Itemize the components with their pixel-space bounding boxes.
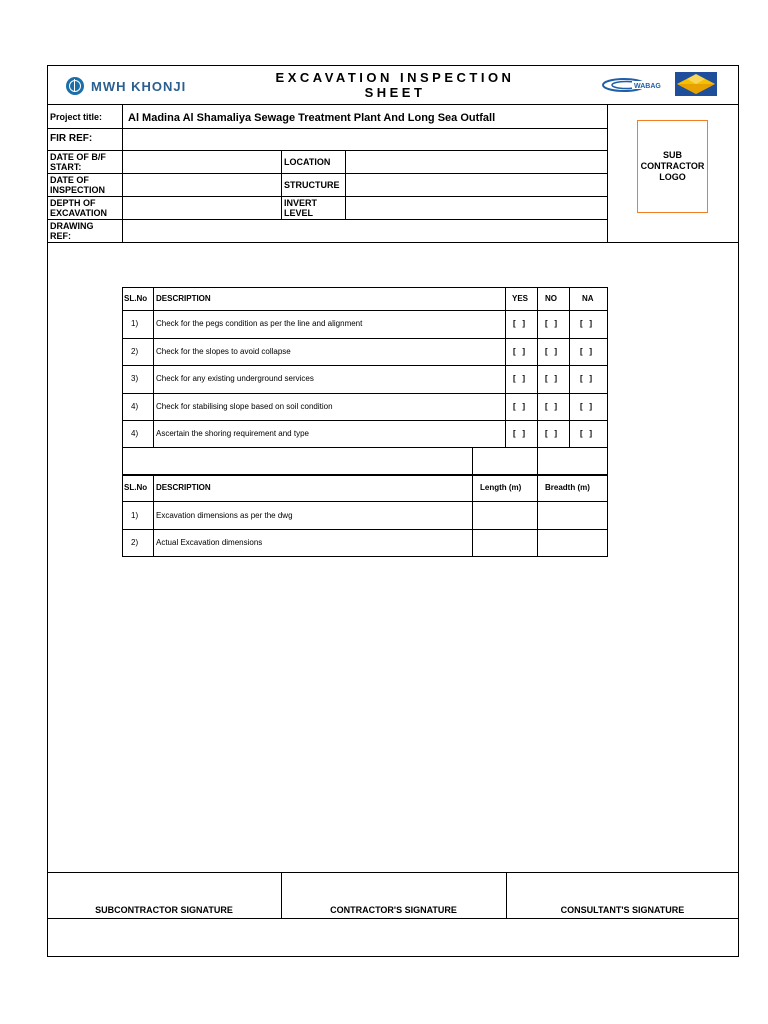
yes-checkbox[interactable]: [ ] bbox=[513, 319, 525, 328]
row-description: Ascertain the shoring requirement and type bbox=[156, 429, 309, 438]
row-slno: 2) bbox=[131, 538, 139, 547]
label-line: DEPTH OF bbox=[50, 198, 96, 208]
subcontractor-signature-field[interactable] bbox=[48, 873, 281, 903]
page-title bbox=[240, 70, 550, 100]
contractor-signature-field[interactable] bbox=[282, 873, 506, 903]
subcontractor-signature-label: SUBCONTRACTOR SIGNATURE bbox=[95, 905, 233, 915]
row-slno: 1) bbox=[131, 511, 139, 520]
yes-checkbox[interactable]: [ ] bbox=[513, 374, 525, 383]
wabag-logo bbox=[602, 77, 672, 93]
yes-checkbox[interactable]: [ ] bbox=[513, 347, 525, 356]
table-rule bbox=[122, 365, 608, 366]
fir-ref-field[interactable] bbox=[123, 129, 607, 150]
table-col-rule bbox=[153, 287, 154, 447]
table-col-rule bbox=[569, 287, 570, 447]
length-field[interactable] bbox=[473, 502, 537, 529]
label-line: EXCAVATION bbox=[50, 208, 108, 218]
na-checkbox[interactable]: [ ] bbox=[580, 429, 592, 438]
date-bf-start-field[interactable] bbox=[123, 151, 281, 173]
project-title-value[interactable]: Al Madina Al Shamaliya Sewage Treatment Plant And Long Sea Outfall bbox=[128, 112, 496, 124]
label-line: DATE OF bbox=[50, 175, 89, 185]
sub-logo-line: SUB bbox=[662, 150, 682, 160]
no-checkbox[interactable]: [ ] bbox=[545, 402, 557, 411]
drawing-ref-field[interactable] bbox=[123, 220, 607, 242]
dimension-header-slno: SL.No bbox=[124, 483, 148, 492]
location-label: LOCATION bbox=[284, 157, 331, 167]
label-line: START: bbox=[50, 162, 82, 172]
checklist-header-slno: SL.No bbox=[124, 294, 148, 303]
no-checkbox[interactable]: [ ] bbox=[545, 319, 557, 328]
diamond-logo-icon bbox=[675, 72, 717, 96]
wabag-text: WABAG bbox=[634, 83, 661, 90]
length-field[interactable] bbox=[473, 530, 537, 557]
depth-of-excavation-label bbox=[50, 198, 107, 218]
mwh-khonji-text: MWH KHONJI bbox=[91, 78, 187, 94]
table-col-rule bbox=[505, 287, 506, 447]
info-col-rule bbox=[607, 104, 608, 242]
sub-logo-line: LOGO bbox=[659, 172, 686, 182]
depth-of-excavation-field[interactable] bbox=[123, 197, 281, 219]
invert-level-label bbox=[284, 198, 317, 218]
label-line: INSPECTION bbox=[50, 185, 106, 195]
drawing-ref-label bbox=[50, 221, 94, 241]
row-slno: 4) bbox=[131, 429, 139, 438]
na-checkbox[interactable]: [ ] bbox=[580, 347, 592, 356]
row-slno: 4) bbox=[131, 402, 139, 411]
signature-bottom-rule bbox=[47, 918, 739, 919]
table-rule bbox=[122, 310, 608, 311]
mwh-khonji-logo bbox=[66, 77, 186, 95]
row-description: Actual Excavation dimensions bbox=[156, 538, 263, 547]
checklist-header-no: NO bbox=[545, 294, 557, 303]
table-rule bbox=[122, 338, 608, 339]
date-of-inspection-field[interactable] bbox=[123, 174, 281, 196]
consultant-signature-field[interactable] bbox=[507, 873, 738, 903]
table-rule bbox=[122, 474, 608, 476]
sub-logo-line: CONTRACTOR bbox=[640, 161, 705, 171]
row-description: Check for any existing underground services bbox=[156, 374, 314, 383]
breadth-field[interactable] bbox=[538, 530, 607, 557]
label-line: INVERT bbox=[284, 198, 318, 208]
row-slno: 1) bbox=[131, 319, 139, 328]
no-checkbox[interactable]: [ ] bbox=[545, 347, 557, 356]
table-col-rule bbox=[153, 475, 154, 557]
title-line-1: EXCAVATION INSPECTION bbox=[275, 70, 515, 85]
label-line: REF: bbox=[50, 231, 71, 241]
row-description: Check for the slopes to avoid collapse bbox=[156, 347, 291, 356]
checklist-header-yes: YES bbox=[512, 294, 529, 303]
label-line: DRAWING bbox=[50, 221, 94, 231]
date-bf-start-label bbox=[50, 152, 106, 172]
location-field[interactable] bbox=[346, 151, 607, 173]
table-rule bbox=[122, 447, 608, 448]
row-slno: 3) bbox=[131, 374, 139, 383]
project-title-label: Project title: bbox=[50, 112, 103, 122]
globe-icon bbox=[66, 77, 84, 95]
no-checkbox[interactable]: [ ] bbox=[545, 374, 557, 383]
structure-field[interactable] bbox=[346, 174, 607, 196]
info-col-rule bbox=[281, 150, 282, 219]
breadth-field[interactable] bbox=[538, 502, 607, 529]
dimension-header-breadth: Breadth (m) bbox=[545, 483, 590, 492]
structure-label: STRUCTURE bbox=[284, 180, 340, 190]
invert-level-field[interactable] bbox=[346, 197, 607, 219]
checklist-header-description: DESCRIPTION bbox=[156, 294, 211, 303]
info-bottom-rule bbox=[47, 242, 739, 243]
header-divider bbox=[47, 104, 739, 105]
yes-checkbox[interactable]: [ ] bbox=[513, 402, 525, 411]
contractor-signature-label: CONTRACTOR'S SIGNATURE bbox=[330, 905, 457, 915]
dimension-header-description: DESCRIPTION bbox=[156, 483, 211, 492]
row-slno: 2) bbox=[131, 347, 139, 356]
table-col-rule bbox=[472, 447, 473, 475]
title-line-2: SHEET bbox=[364, 85, 426, 100]
na-checkbox[interactable]: [ ] bbox=[580, 402, 592, 411]
dimension-header-length: Length (m) bbox=[480, 483, 522, 492]
label-line: LEVEL bbox=[284, 208, 314, 218]
yes-checkbox[interactable]: [ ] bbox=[513, 429, 525, 438]
row-description: Excavation dimensions as per the dwg bbox=[156, 511, 293, 520]
no-checkbox[interactable]: [ ] bbox=[545, 429, 557, 438]
table-rule bbox=[122, 393, 608, 394]
row-description: Check for the pegs condition as per the line and alignment bbox=[156, 319, 363, 328]
sub-contractor-logo-text bbox=[637, 150, 708, 183]
row-description: Check for stabilising slope based on soil condition bbox=[156, 402, 333, 411]
table-rule bbox=[122, 420, 608, 421]
date-of-inspection-label bbox=[50, 175, 105, 195]
label-line: DATE OF B/F bbox=[50, 152, 106, 162]
na-checkbox[interactable]: [ ] bbox=[580, 319, 592, 328]
consultant-signature-label: CONSULTANT'S SIGNATURE bbox=[560, 905, 685, 915]
table-col-rule bbox=[537, 287, 538, 447]
checklist-header-na: NA bbox=[582, 294, 594, 303]
na-checkbox[interactable]: [ ] bbox=[580, 374, 592, 383]
table-col-rule bbox=[537, 447, 538, 475]
fir-ref-label: FIR REF: bbox=[50, 133, 93, 144]
